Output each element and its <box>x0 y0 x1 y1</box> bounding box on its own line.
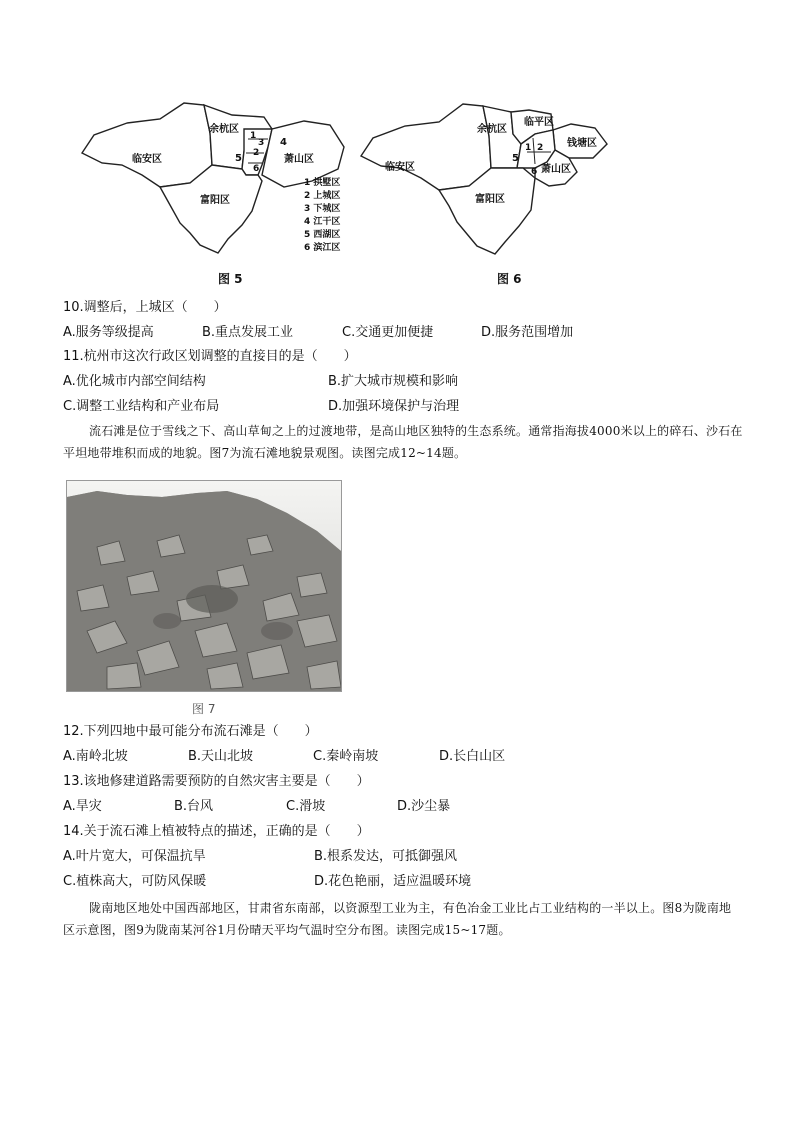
q10-option-d: D.服务范围增加 <box>481 325 574 340</box>
district-number: 2 <box>537 143 544 153</box>
q10-option-b: B.重点发展工业 <box>202 325 294 340</box>
district-number: 3 <box>258 138 265 148</box>
q12-option-b: B.天山北坡 <box>188 749 254 764</box>
q11-option-d: D.加强环境保护与治理 <box>328 399 460 414</box>
district-label: 余杭区 <box>209 124 239 135</box>
district-label: 临安区 <box>385 162 415 173</box>
q14-option-d: D.花色艳丽，适应温暖环境 <box>314 874 472 889</box>
q14-option-c: C.植株高大，可防风保暖 <box>63 874 207 889</box>
figure-5-caption: 图 5 <box>218 272 243 286</box>
q11-option-b: B.扩大城市规模和影响 <box>328 374 459 389</box>
question-11-stem: 11.杭州市这次行政区划调整的直接目的是（ ） <box>63 349 357 364</box>
district-label: 富阳区 <box>200 195 230 206</box>
district-label: 萧山区 <box>541 164 571 175</box>
question-13-stem: 13.该地修建道路需要预防的自然灾害主要是（ ） <box>63 774 370 789</box>
district-number: 1 <box>250 131 257 141</box>
q13-option-a: A.旱灾 <box>63 799 102 814</box>
q13-option-c: C.滑坡 <box>286 799 326 814</box>
q12-option-c: C.秦岭南坡 <box>313 749 379 764</box>
district-label: 钱塘区 <box>567 138 597 149</box>
q13-option-b: B.台风 <box>174 799 214 814</box>
question-12-stem: 12.下列四地中最可能分布流石滩是（ ） <box>63 724 318 739</box>
district-number: 6 <box>253 164 260 174</box>
district-number: 5 <box>235 153 242 164</box>
question-14-stem: 14.关于流石滩上植被特点的描述，正确的是（ ） <box>63 824 370 839</box>
longnan-intro-paragraph: 陇南地区地处中国西部地区，甘肃省东南部，以资源型工业为主，有色冶金工业比占工业结构的一半以上。图8为陇南地区示意图，图9为陇南某河谷1月份晴天平均气温时空分布图。读图完成15~17题。 <box>63 901 732 937</box>
q11-option-c: C.调整工业结构和产业布局 <box>63 399 220 414</box>
district-label: 临平区 <box>524 117 554 128</box>
district-label: 富阳区 <box>475 194 505 205</box>
legend-item: 1 拱墅区 <box>304 178 341 188</box>
district-label: 临安区 <box>132 154 162 165</box>
question-10-stem: 10.调整后，上城区（ ） <box>63 300 227 315</box>
figure-6-map <box>355 98 615 263</box>
legend-item: 3 下城区 <box>304 204 341 214</box>
district-number: 1 <box>525 143 532 153</box>
legend-item: 4 江干区 <box>304 217 341 227</box>
legend-item: 5 西湖区 <box>304 230 341 240</box>
map-region-linan <box>361 104 491 190</box>
q14-option-a: A.叶片宽大，可保温抗旱 <box>63 849 206 864</box>
figure-7-scree-photo <box>66 480 342 692</box>
district-number: 4 <box>280 137 287 148</box>
scree-intro-paragraph: 流石滩是位于雪线之下、高山草甸之上的过渡地带，是高山地区独特的生态系统。通常指海拔4000米以上的碎石、沙石在平坦地带堆积而成的地貌。图7为流石滩地貌景观图。读图完成12~14题。 <box>63 424 743 460</box>
district-number: 5 <box>512 153 519 164</box>
district-number: 2 <box>253 148 260 158</box>
figure-6-caption: 图 6 <box>497 272 522 286</box>
legend-item: 2 上城区 <box>304 191 341 201</box>
q13-option-d: D.沙尘暴 <box>397 799 451 814</box>
district-label: 萧山区 <box>284 154 314 165</box>
map-region-linan <box>82 103 212 187</box>
figure-7-caption: 图 7 <box>192 702 216 716</box>
q11-option-a: A.优化城市内部空间结构 <box>63 374 206 389</box>
q10-option-a: A.服务等级提高 <box>63 325 154 340</box>
q12-option-d: D.长白山区 <box>439 749 506 764</box>
legend-item: 6 滨江区 <box>304 243 341 253</box>
district-label: 余杭区 <box>477 124 507 135</box>
figure-5-map <box>72 95 362 265</box>
q10-option-c: C.交通更加便捷 <box>342 325 434 340</box>
district-number: 6 <box>531 167 538 177</box>
q12-option-a: A.南岭北坡 <box>63 749 128 764</box>
q14-option-b: B.根系发达，可抵御强风 <box>314 849 458 864</box>
